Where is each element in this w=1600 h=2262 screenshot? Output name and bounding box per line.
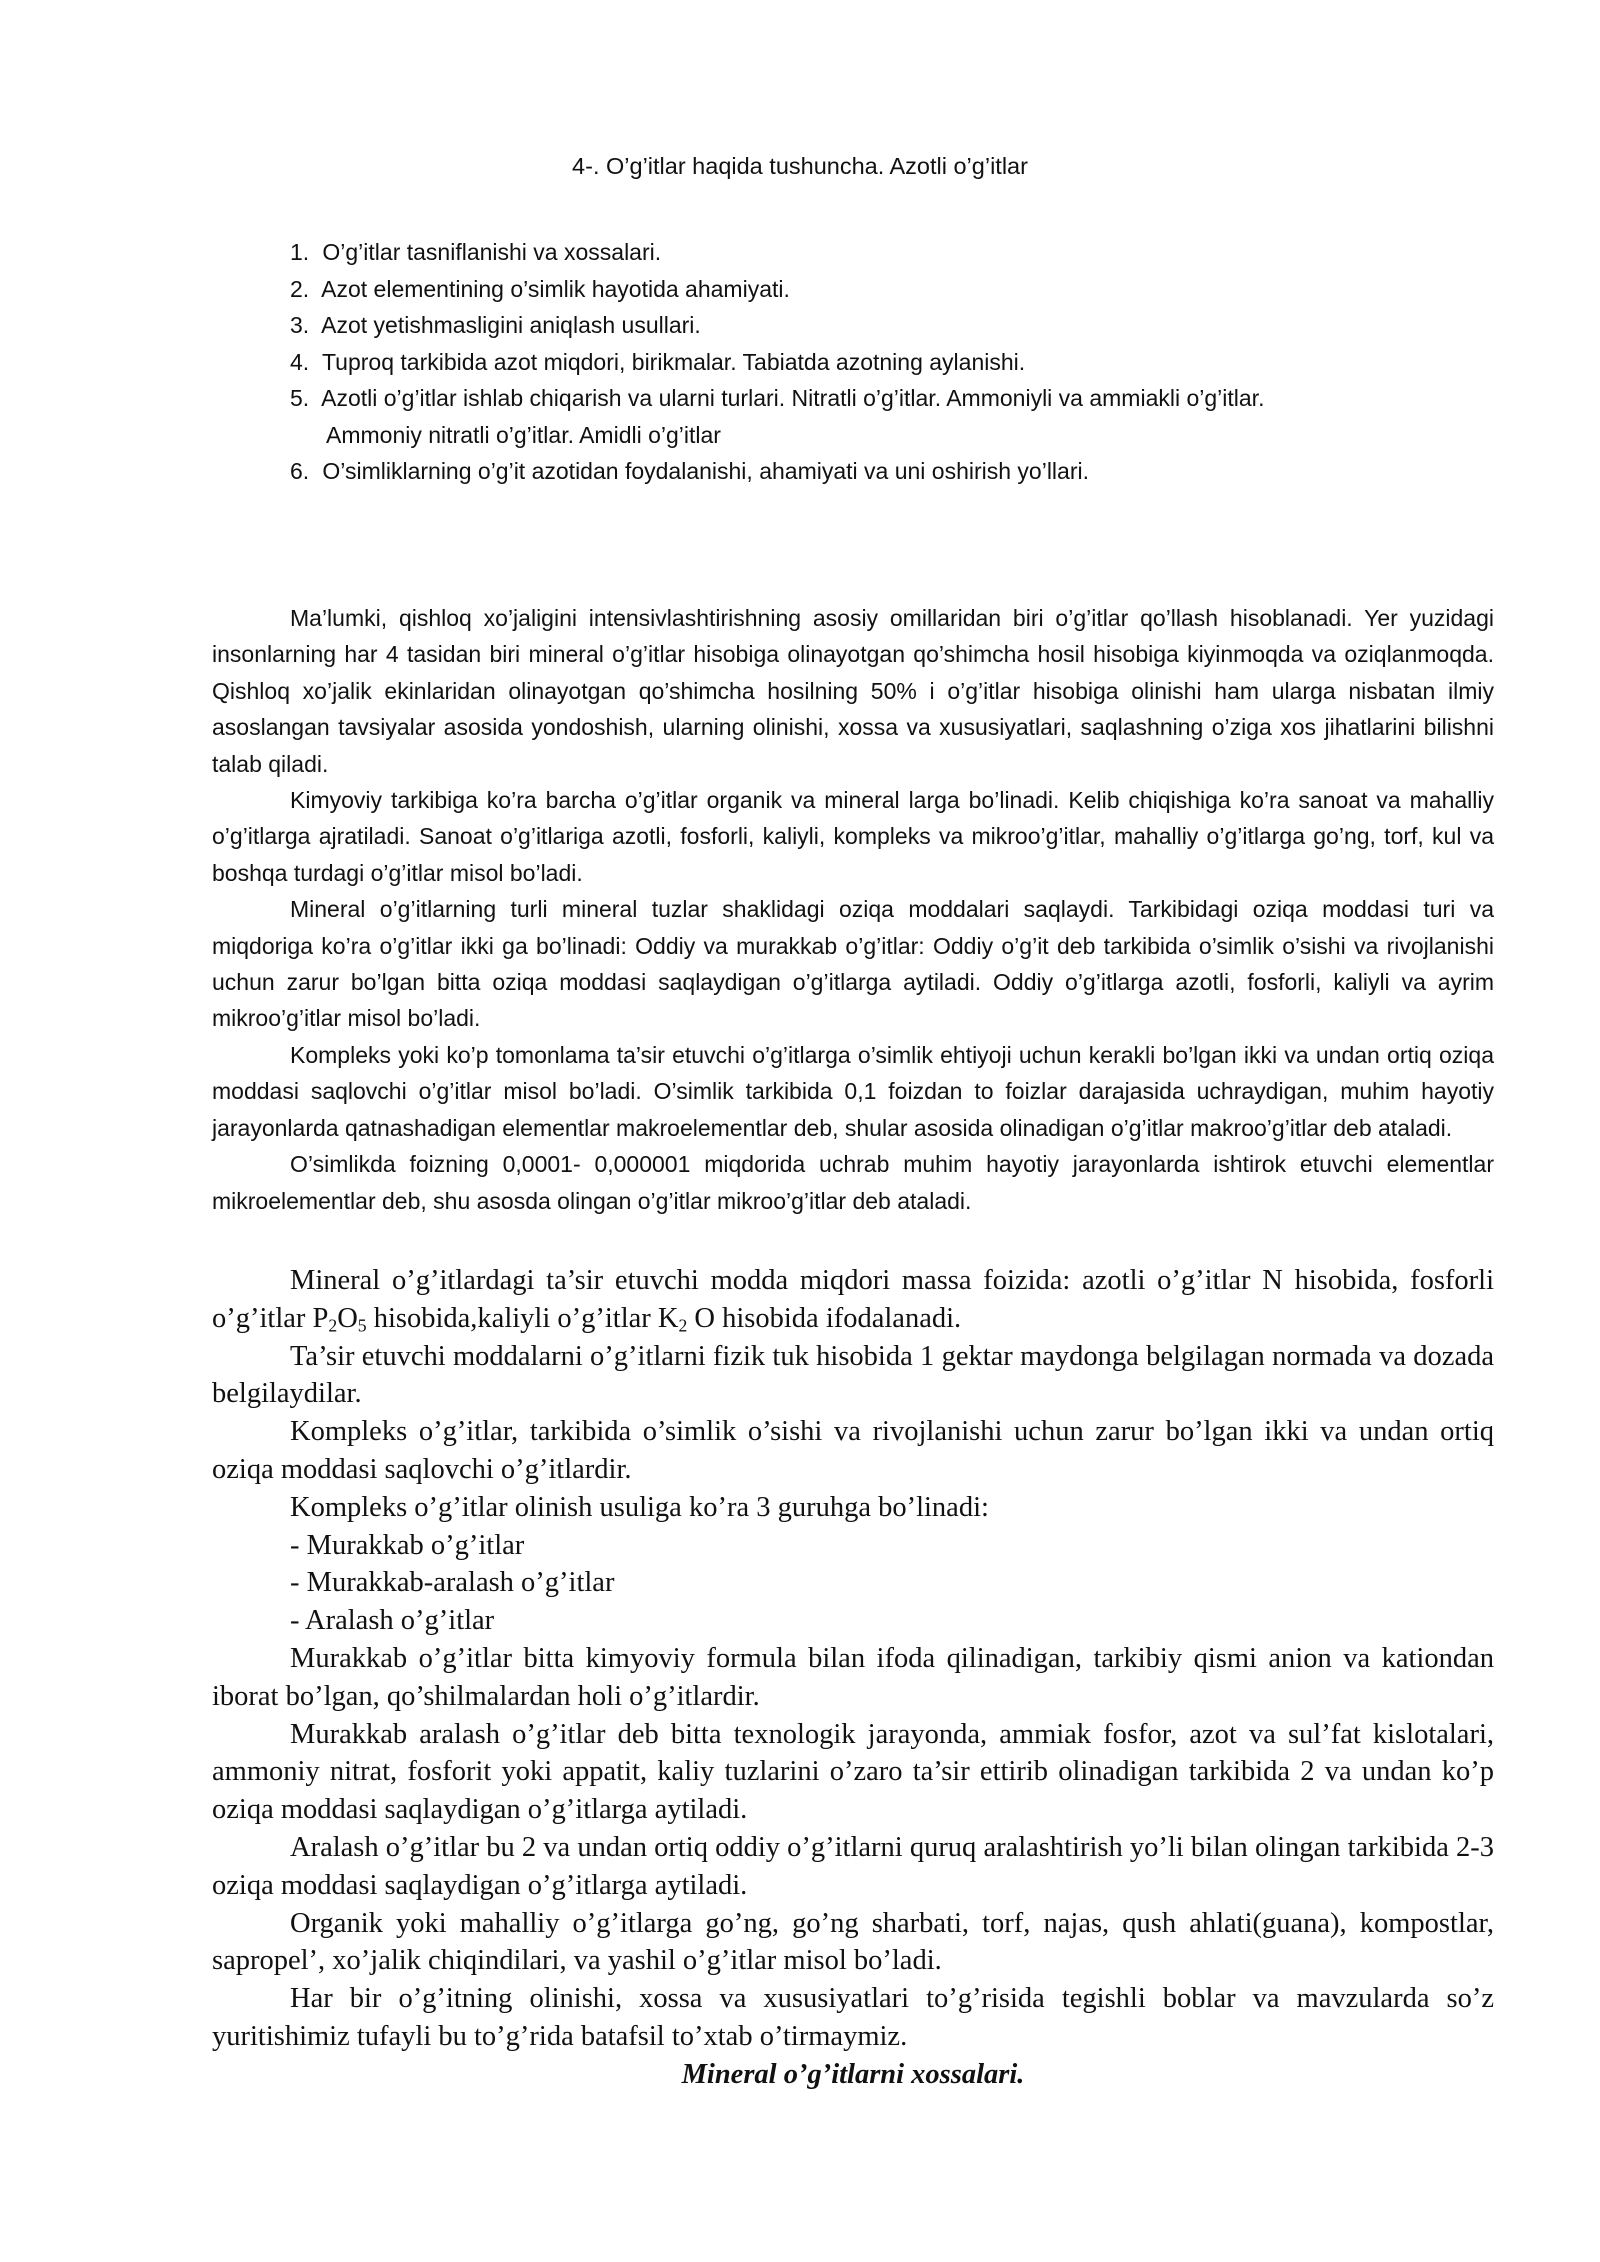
outline-item: 3. Azot yetishmasligini aniqlash usullari. [290, 312, 701, 338]
body-paragraph: Murakkab o’g’itlar bitta kimyoviy formula bilan ifoda qilinadigan, tarkibiy qismi anion va kationdan iborat bo’lgan, qo’shilmalardan holi o’g’itlardir. [212, 1642, 1494, 1712]
outline-item: 5. Azotli o’g’itlar ishlab chiqarish va ularni turlari. Nitratli o’g’itlar. Ammoniyli va ammiakli o’g’itlar. Ammoniy nitratli o’g’itlar. Amidli o’g’itlar [290, 380, 1510, 453]
topic-outline [290, 234, 1510, 490]
body-paragraph: Aralash o’g’itlar bu 2 va undan ortiq oddiy o’g’itlarni quruq aralashtirish yo’li bilan olingan tarkibida 2-3 oziqa moddasi saqlaydigan o’g’itlarga aytiladi. [212, 1831, 1494, 1901]
page-title: 4-. O’g’itlar haqida tushuncha. Azotli o’g’itlar [572, 153, 1028, 179]
formula-paragraph: Mineral o’g’itlardagi ta’sir etuvchi modda miqdori massa foizida: azotli o’g’itlar N hisobida, fosforli o’g’itlar $P_2O_5$ hisobida,kaliyli o’g’itlar $K_2$ O hisobida ifodalanadi. [212, 1265, 1494, 1336]
outline-item: 1. O’g’itlar tasniflanishi va xossalari. [290, 239, 662, 265]
body-paragraph: Murakkab aralash o’g’itlar deb bitta texnologik jarayonda, ammiak fosfor, azot va sul’fat kislotalari, ammoniy nitrat, fosforit yoki appatit, kaliy tuzlarini o’zaro ta’sir ettirib olinadigan tarkibida 2 va undan ko’p oziqa moddasi saqlaydigan o’g’itlarga aytiladi. [212, 1718, 1494, 1826]
outline-item-continuation: Ammoniy nitratli o’g’itlar. Amidli o’g’itlar [326, 421, 721, 448]
body-paragraph: Kimyoviy tarkibiga ko’ra barcha o’g’itlar organik va mineral larga bo’linadi. Kelib chiqishiga ko’ra sanoat va mahalliy o’g’itlarga ajratiladi. Sanoat o’g’itlariga azotli, fosforli, kaliyli, kompleks va mikroo’g’itlar, mahalliy o’g’itlarga go’ng, torf, kul va boshqa turdagi o’g’itlar misol bo’ladi. [212, 787, 1494, 886]
outline-item: 6. O’simliklarning o’g’it azotidan foydalanishi, ahamiyati va uni oshirish yo’llari. [290, 458, 1089, 484]
intro-section [212, 600, 1494, 1219]
body-paragraph: Ta’sir etuvchi moddalarni o’g’itlarni fizik tuk hisobida 1 gektar maydonga belgilagan normada va dozada belgilaydilar. [212, 1340, 1494, 1410]
outline-item: 2. Azot elementining o’simlik hayotida ahamiyati. [290, 275, 790, 302]
body-paragraph: O’simlikda foizning 0,0001- 0,000001 miqdorida uchrab muhim hayotiy jarayonlarda ishtirok etuvchi elementlar mikroelementlar deb, shu asosda olingan o’g’itlar mikroo’g’itlar deb ataladi. [212, 1151, 1494, 1214]
body-paragraph: Mineral o’g’itlarning turli mineral tuzlar shaklidagi oziqa moddalari saqlaydi. Tarkibidagi oziqa moddasi turi va miqdoriga ko’ra o’g’itlar ikki ga bo’linadi: Oddiy va murakkab o’g’itlar: Oddiy o’g’it deb tarkibida o’simlik o’sishi va rivojlanishi uchun zarur bo’lgan bitta oziqa moddasi saqlaydigan o’g’itlarga aytiladi. Oddiy o’g’itlarga azotli, fosforli, kaliyli va ayrim mikroo’g’itlar misol bo’ladi. [212, 896, 1494, 1032]
body-paragraph: Organik yoki mahalliy o’g’itlarga go’ng, go’ng sharbati, torf, najas, qush ahlati(guana), kompostlar, sapropel’, xo’jalik chiqindilari, va yashil o’g’itlar misol bo’ladi. [212, 1907, 1494, 1977]
body-paragraph: Kompleks o’g’itlar, tarkibida o’simlik o’sishi va rivojlanishi uchun zarur bo’lgan ikki va undan ortiq oziqa moddasi saqlovchi o’g’itlardir. [212, 1416, 1494, 1485]
body-paragraph: Kompleks o’g’itlar olinish usuliga ko’ra 3 guruhga bo’linadi: [290, 1491, 989, 1523]
section-heading: Mineral o’g’itlarni xossalari. [681, 2058, 1025, 2090]
list-item: - Murakkab o’g’itlar [290, 1529, 525, 1561]
body-paragraph: Ma’lumki, qishloq xo’jaligini intensivlashtirishning asosiy omillaridan biri o’g’itlar qo’llash hisoblanadi. Yer yuzidagi insonlarning har 4 tasidan biri mineral o’g’itlar hisobiga olinayotgan qo’shimcha hosil hisobiga kiyinmoqda va oziqlanmoqda. Qishloq xo’jalik ekinlaridan olinayotgan qo’shimcha hosilning 50% i o’g’itlar hisobiga olinishi ham ularga nisbatan ilmiy asoslangan tavsiyalar asosida yondoshish, ularning olinishi, xossa va xususiyatlari, saqlashning o’ziga xos jihatlarini bilishni talab qiladi. [212, 605, 1494, 777]
body-paragraph: Har bir o’g’itning olinishi, xossa va xususiyatlari to’g’risida tegishli boblar va mavzularda so’z yuritishimiz tufayli bu to’g’rida batafsil to’xtab o’tirmaymiz. [212, 1983, 1494, 2052]
body-paragraph: Kompleks yoki ko’p tomonlama ta’sir etuvchi o’g’itlarga o’simlik ehtiyoji uchun kerakli bo’lgan ikki va undan ortiq oziqa moddasi saqlovchi o’g’itlar misol bo’ladi. O’simlik tarkibida 0,1 foizdan to foizlar darajasida uchraydigan, muhim hayotiy jarayonlarda qatnashadigan elementlar makroelementlar deb, shular asosida olinadigan o’g’itlar makroo’g’itlar deb ataladi. [212, 1041, 1494, 1141]
main-section [212, 1262, 1494, 2094]
list-item: - Aralash o’g’itlar [290, 1605, 495, 1637]
list-item: - Murakkab-aralash o’g’itlar [290, 1567, 615, 1599]
outline-item: 4. Tuproq tarkibida azot miqdori, birikmalar. Tabiatda azotning aylanishi. [290, 348, 1026, 375]
